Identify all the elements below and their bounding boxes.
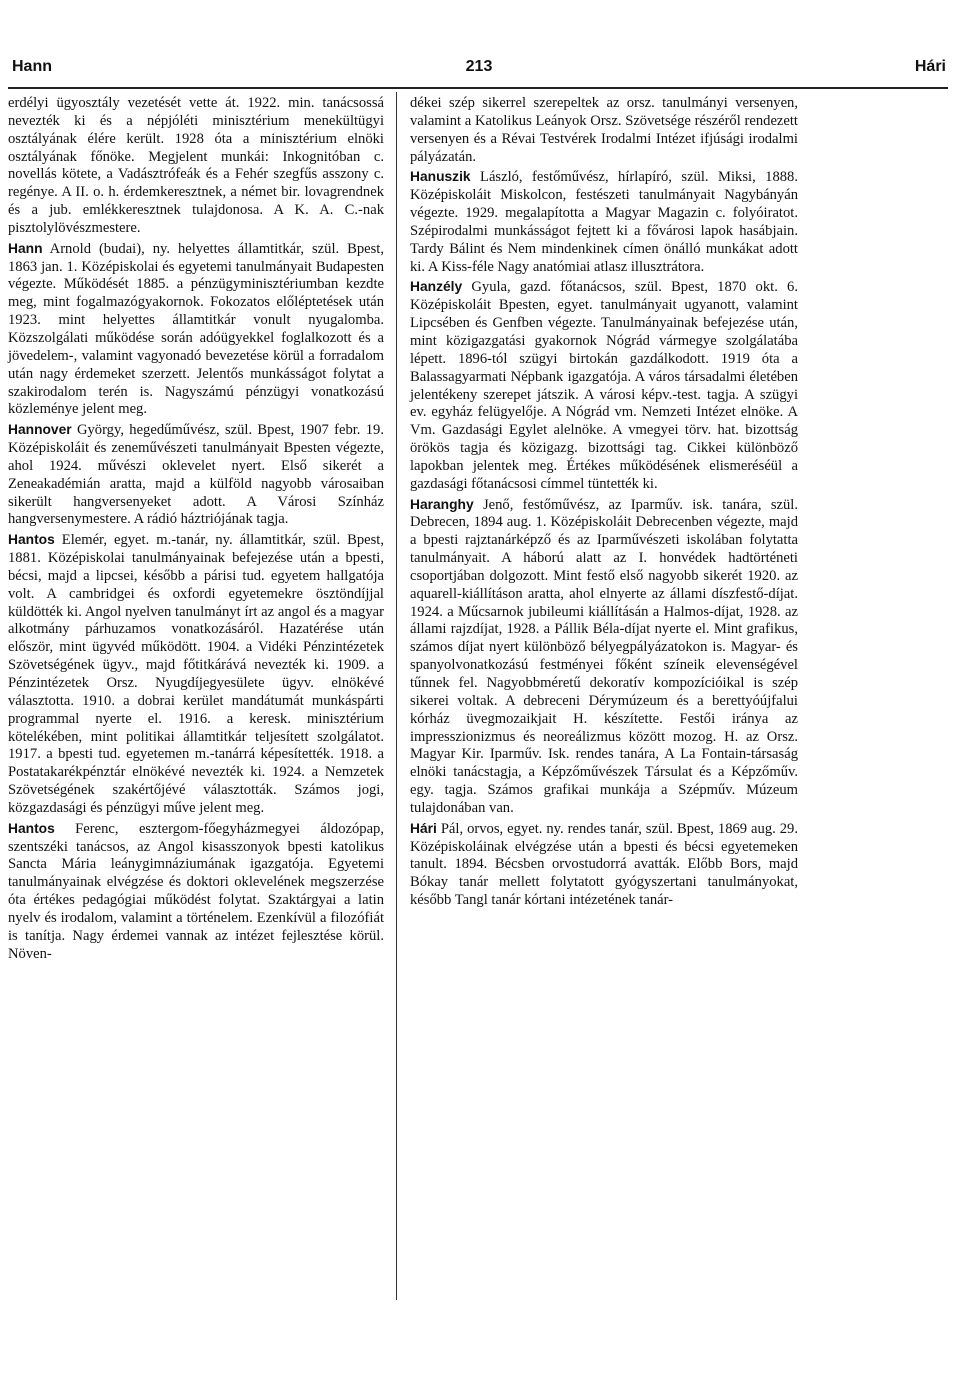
entry — [8, 820, 384, 964]
entry — [8, 421, 384, 529]
entry-headword: Hári — [410, 820, 437, 836]
running-header — [12, 58, 946, 82]
entry-continuation — [410, 94, 798, 166]
entry — [410, 496, 798, 818]
entry — [410, 820, 798, 910]
entry-headword: Haranghy — [410, 496, 474, 512]
entry-text: dékei szép sikerrel szerepeltek az orsz. tanulmányi versenyen, valamint a Katolikus Leányok Orsz. Szövetsége részéről rendezett versenyen és a Révai Testvérek Irodalmi Intézet ifjúsági irodalmi pályázatán. — [410, 95, 798, 165]
entry — [8, 531, 384, 818]
entry-text: Pál, orvos, egyet. ny. rendes tanár, szül. Bpest, 1869 aug. 29. Középiskoláinak elvégzése után a bpesti és bécsi egyetemeken tanult. 1894. Bécsben orvostudorrá avatták. Előbb Bors, majd Bókay tanár mellett folytatott gyógyszertani tanulmányokat, később Tangl tanár kórtani intézetének tanár- — [410, 820, 798, 909]
entry-headword: Hantos — [8, 532, 55, 548]
header-rule — [8, 87, 948, 89]
header-first-entry: Hann — [12, 58, 52, 75]
entry-headword: Hanuszik — [410, 169, 471, 185]
entry-headword: Hanzély — [410, 279, 463, 295]
header-last-entry: Hári — [914, 58, 946, 75]
entry-text: Elemér, egyet. m.-tanár, ny. államtitkár, szül. Bpest, 1881. Középiskolai tanulmányainak befejezése után a bpesti, bécsi, majd a lipcsei, később a párisi tud. egyetem hallgatója volt. A cambridgei és oxfordi egyetemekre ösztöndíjjal küldötték ki. Angol nyelven tanulmányt írt az angol és a magyar alkotmány párhuzamos vonatkozásáról. Hazatérése után először, mint ügyvéd működött. 1904. a Vidéki Pénzintézetek Szövetségének ügyv., majd főtitkárává nevezték ki. 1909. a Pénzintézetek Orsz. Nyugdíjegyesülete ügyv. elnökévé választotta. 1910. a dobrai kerület mandátumát munkáspárti programmal nyerte el. 1916. a keresk. minisztérium kötelékében, mint politikai államtitkár teljesített szolgálatot. 1917. a bpesti tud. egyetemen m.-tanárrá képesítették. 1918. a Postatakarékpénztár elnökévé nevezték ki. 1924. a Nemzetek Szövetségének szakértőjévé választották. Számos jogi, közgazdasági és pénzügyi műve jelent meg. — [8, 532, 384, 816]
entry-headword: Hannover — [8, 422, 72, 438]
entry — [8, 240, 384, 419]
entry-headword: Hann — [8, 240, 43, 256]
entry — [410, 278, 798, 493]
column-divider — [396, 92, 397, 1300]
entry-continuation — [8, 94, 384, 238]
entry-headword: Hantos — [8, 820, 55, 836]
entry-text: György, hegedűművész, szül. Bpest, 1907 febr. 19. Középiskoláit és zeneművészeti tanulmányait Bpesten végezte, ahol 1924. művészi oklevelet nyert. Első sikerét a Zeneakadémián aratta, majd a külföld nagyobb városaiban sikerült hangversenyeket adott. A Városi Színház hangversenymestere. A rádió háztriójának tagja. — [8, 422, 384, 528]
entry-text: Jenő, festőművész, az Iparműv. isk. tanára, szül. Debrecen, 1894 aug. 1. Középiskoláit Debrecenben végezte, majd a bpesti rajztanárképző és az Iparművészeti iskolában folytatta tanulmányait. A háború alatt az I. honvédek hadtörténeti csoportjában dolgozott. Mint festő első nagyobb sikerét 1920. az aquarell-kiállításon aratta, ahol elnyerte az állami díszfestő-díjat. 1924. a Műcsarnok jubileumi kiállításán a Halmos-díjat, 1928. az állami rajzdíjat, 1928. a Pállik Béla-díjat nyerte el. Mint grafikus, számos díjat nyert különböző bélyegpályázatokon is. Magyar- és spanyolvonatkozású festményei főként színeik elevenségével tűnnek fel. Nagyobbméretű dekoratív kompozícióikal is szép sikerei voltak. A debreceni Dérymúzeum és a berettyóújfalui kórház üvegmozaikjait H. készítette. Festői iránya az impresszionizmus és neoreálizmus között mozog. H. az Orsz. Magyar Kir. Iparműv. Isk. rendes tanára, A La Fontain-társaság elnöki tanácstagja, a Képzőművészek Társulat és a Képzőműv. egy. tagja. Számos grafikai munkája a Szépműv. Múzeum tulajdonában van. — [410, 496, 798, 816]
entry — [410, 168, 798, 276]
entry-text: Ferenc, esztergom-főegyházmegyei áldozópap, szentszéki tanácsos, az Angol kisasszonyok bpesti katolikus Sancta Mária leánygimnáziumának igazgatója. Egyetemi tanulmányainak elvégzése és doktori oklevelének megszerzése óta értékes pedagógiai működést folytat. Szaktárgyai a latin nyelv és irodalom, valamint a történelem. Ezenkívül a filozófiát is tanítja. Nagy érdemei vannak az intézet fejlesztése körül. Növen- — [8, 820, 384, 962]
page-number: 213 — [465, 58, 493, 75]
right-column — [410, 94, 798, 912]
entry-text: erdélyi ügyosztály vezetését vette át. 1922. min. tanácsossá nevezték ki és a népjóléti minisztérium menekültügyi osztályának élére került. 1928 óta a minisztérium elnöki osztályának főnöke. Megjelent munkái: Inkognitóban c. novellás kötete, a Vadásztrófeák és a Fehér szegfűs asszony c. regénye. A II. o. h. érdemkeresztnek, a német bir. lovagrendnek és a jub. emlékkeresztnek tulajdonosa. A K. A. C.-nak pisztolylövészmestere. — [8, 95, 384, 236]
entry-text: Arnold (budai), ny. helyettes államtitkár, szül. Bpest, 1863 jan. 1. Középiskolai és egyetemi tanulmányait Budapesten végezte. Működését 1885. a pénzügyminisztériumban kezdte meg, mint fogalmazógyakornok. Fokozatos előléptetések után 1923. mint helyettes államtitkár vonult nyugalomba. Közszolgálati működése során adóügyekkel foglalkozott és a jövedelem-, valamint vagyonadó bevezetése körül a forradalom után nagy érdemeket szerzett. Jelentős munkásságot folytat a szakirodalom terén is. Nagyszámú pénzügyi vonatkozású közleménye jelent meg. — [8, 240, 384, 418]
entry-text: Gyula, gazd. főtanácsos, szül. Bpest, 1870 okt. 6. Középiskoláit Bpesten, egyet. tanulmányait ugyanott, valamint Lipcsében és Genfben végezte. Tanulmányainak befejezése után, mint közigazgatási gyakornok Nógrád vármegye szolgálatába lépett. 1896-tól szügyi birtokán gazdálkodott. 1919 óta a Balassagyarmati Népbank igazgatója. A város társadalmi életében jelentékeny szerepet játszik. A városi képv.-test. tagja. A szügyi ev. egyház felügyelője. A Nógrád vm. Nemzeti Intézet elnöke. A Vm. Gazdasági Egylet alelnöke. A vmegyei törv. hat. bizottság örökös tagja és közigazg. bizottsági tag. Cikkei különböző lapokban jelentek meg. Értékes működésének elismeréséül a gazdasági főtanácsosi címmel tüntették ki. — [410, 279, 798, 492]
left-column — [8, 94, 384, 966]
entry-text: László, festőművész, hírlapíró, szül. Miksi, 1888. Középiskoláit Miskolcon, festészeti tanulmányait Nagybányán végezte. 1929. megalapította a Magyar Magazin c. folyóiratot. Szépirodalmi munkásságot fejtett ki a fővárosi lapok hasábjain. Tardy Bálint és Nem mindenkinek címen önálló munkákat adott ki. A Kiss-féle Nagy anatómiai atlasz illusztrátora. — [410, 169, 798, 275]
